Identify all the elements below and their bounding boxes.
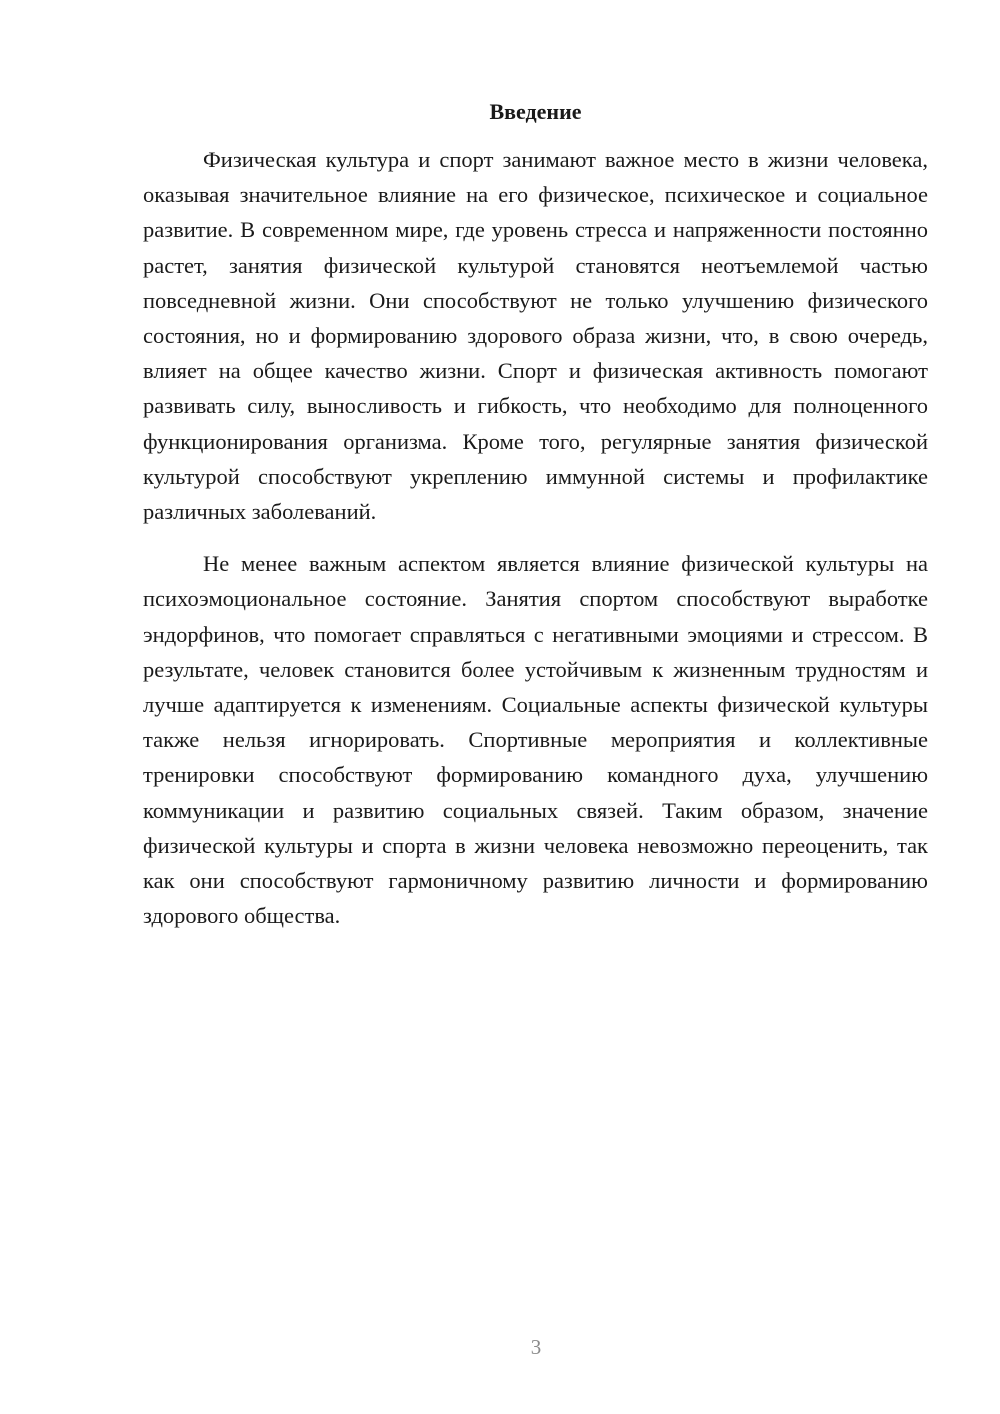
paragraph-1: Физическая культура и спорт занимают важное место в жизни человека, оказывая значительное влияние на его физическое, психическое и социальное развитие. В современном мире, где уровень стресса и напряженности постоянно растет, занятия физической культурой становятся неотъемлемой частью повседневной жизни. Они способствуют не только улучшению физического состояния, но и формированию здорового образа жизни, что, в свою очередь, влияет на общее качество жизни. Спорт и физическая активность помогают развивать силу, выносливость и гибкость, что необходимо для полноценного функционирования организма. Кроме того, регулярные занятия физической культурой способствуют укреплению иммунной системы и профилактике различных заболеваний.	[143, 147, 928, 525]
page-content	[143, 98, 928, 933]
page-number: 3	[530, 1335, 542, 1359]
paragraph-2: Не менее важным аспектом является влияние физической культуры на психоэмоциональное состояние. Занятия спортом способствуют выработке эндорфинов, что помогает справляться с негативными эмоциями и стрессом. В результате, человек становится более устойчивым к жизненным трудностям и лучше адаптируется к изменениям. Социальные аспекты физической культуры также нельзя игнорировать. Спортивные мероприятия и коллективные тренировки способствуют формированию командного духа, улучшению коммуникации и развитию социальных связей. Таким образом, значение физической культуры и спорта в жизни человека невозможно переоценить, так как они способствуют гармоничному развитию личности и формированию здорового общества.	[143, 551, 928, 929]
page-title: Введение	[489, 99, 582, 124]
